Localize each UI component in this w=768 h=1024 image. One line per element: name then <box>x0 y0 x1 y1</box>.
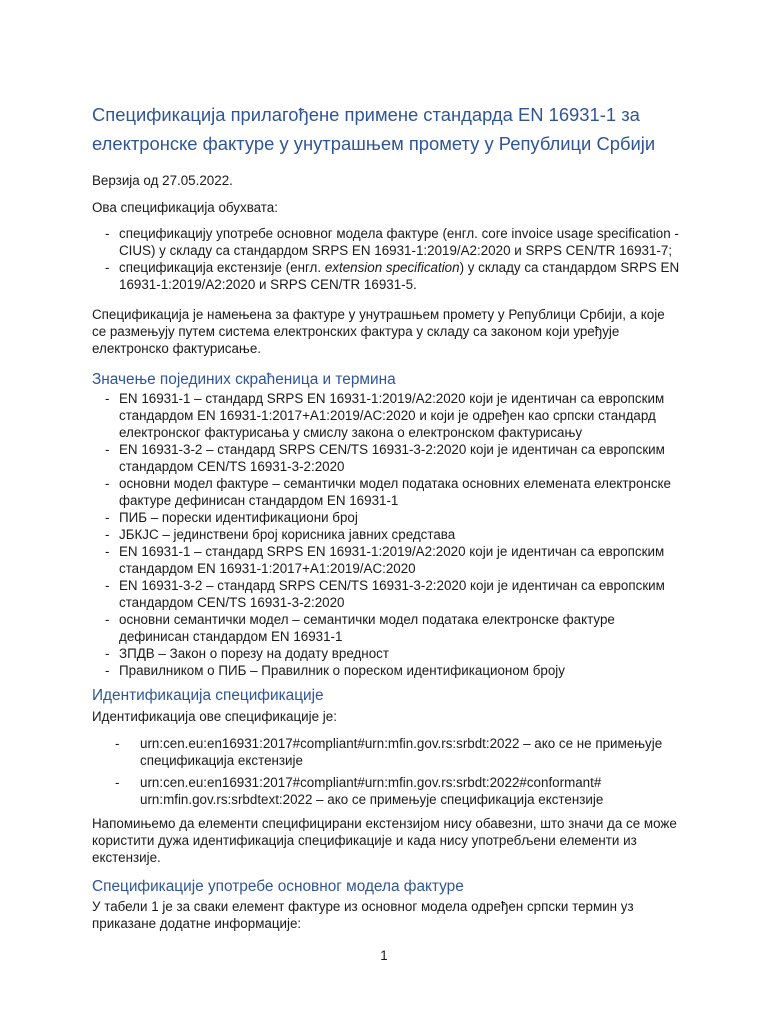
document-title: Спецификација прилагођене примене стандарда EN 16931-1 за електронске фактуре у унутрашњем промету у Републици Србији <box>92 104 656 154</box>
list-item: - urn:cen.eu:en16931:2017#compliant#urn:mfin.gov.rs:srbdt:2022#conformant# urn:mfin.gov.rs:srbdtext:2022 – ако се примењује спецификација екстензије <box>115 775 604 807</box>
list-item: - Правилником о ПИБ – Правилник о пореском идентификационом броју <box>105 663 565 678</box>
scope-intro: Ова спецификација обухвата: <box>92 200 278 215</box>
identification-list <box>92 735 682 808</box>
list-item: - спецификацију употребе основног модела фактуре (енгл. core invoice usage specification - CIUS) у складу са стандардом SRPS EN 16931-1:2019/A2:2020 и SRPS CEN/TR 16931-7; <box>105 226 679 258</box>
bullet-dash: - <box>105 527 110 542</box>
list-item: - ПИБ – порески идентификациони број <box>105 510 358 525</box>
terms-list <box>92 390 687 679</box>
cius-paragraph: У табели 1 је за сваки елемент фактуре из основног модела одређен српски термин уз приказане додатне информације: <box>92 899 634 931</box>
identification-intro: Идентификација ове спецификације је: <box>92 709 337 724</box>
list-item: - ЗПДВ – Закон о порезу на додату вредност <box>105 646 389 661</box>
list-item: - ЈБКЈС – јединствени број корисника јавних средстава <box>105 527 456 542</box>
bullet-dash: - <box>105 578 110 593</box>
bullet-dash: - <box>105 612 110 627</box>
scope-list <box>92 225 682 293</box>
section-heading-terms: Значење појединих скраћеница и термина <box>92 371 396 388</box>
bullet-dash: - <box>105 544 110 559</box>
bullet-dash: - <box>105 663 110 678</box>
list-item: - основни семантички модел – семантички модел података електронске фактуре дефинисан стандардом EN 16931-1 <box>105 612 615 644</box>
identification-note: Напомињемо да елементи специфицирани екстензијом нису обавезни, што значи да се може користити дужа идентификација спецификације и када нису употребљени елементи из екстензије. <box>92 816 677 865</box>
bullet-dash: - <box>105 260 110 275</box>
page-number: 1 <box>380 948 388 963</box>
bullet-dash: - <box>105 442 110 457</box>
list-item: - спецификација екстензије (енгл. extension specification) у складу са стандардом SRPS EN 16931-1:2019/A2:2020 и SRPS CEN/TR 16931-5. <box>105 260 680 292</box>
bullet-dash: - <box>105 391 110 406</box>
bullet-dash: - <box>105 476 110 491</box>
section-heading-cius: Спецификације употребе основног модела фактуре <box>92 878 464 895</box>
section-heading-identification: Идентификација спецификације <box>92 687 324 704</box>
list-item: - EN 16931-1 – стандард SRPS EN 16931-1:2019/A2:2020 који је идентичан са европским стандардом EN 16931-1:2017+A1:2019/AC:2020 <box>105 544 665 576</box>
list-item: - EN 16931-3-2 – стандард SRPS CEN/TS 16931-3-2:2020 који је идентичан са европским стандардом CEN/TS 16931-3-2:2020 <box>105 442 665 474</box>
list-item: - основни модел фактуре – семантички модел података основних елемената електронске фактуре дефинисан стандардом EN 16931-1 <box>105 476 672 508</box>
list-item: - EN 16931-1 – стандард SRPS EN 16931-1:2019/A2:2020 који је идентичан са европским стандардом EN 16931-1:2017+A1:2019/AC:2020 и који је одређен као српски стандард електронског фактурисања у смислу закона о електронском фактурисању <box>105 391 665 440</box>
list-item: - EN 16931-3-2 – стандард SRPS CEN/TS 16931-3-2:2020 који је идентичан са европским стандардом CEN/TS 16931-3-2:2020 <box>105 578 665 610</box>
bullet-dash: - <box>105 646 110 661</box>
version-line: Верзија од 27.05.2022. <box>92 173 233 188</box>
bullet-dash: - <box>115 736 120 751</box>
purpose-paragraph: Спецификација је намењена за фактуре у унутрашњем промету у Републици Србији, а које се размењују путем система електронских фактура у складу са законом који уређује електронско фактурисање. <box>92 307 665 356</box>
bullet-dash: - <box>105 226 110 241</box>
bullet-dash: - <box>115 775 120 790</box>
bullet-dash: - <box>105 510 110 525</box>
list-item: - urn:cen.eu:en16931:2017#compliant#urn:mfin.gov.rs:srbdt:2022 – ако се не примењује спецификација екстензије <box>115 736 663 768</box>
